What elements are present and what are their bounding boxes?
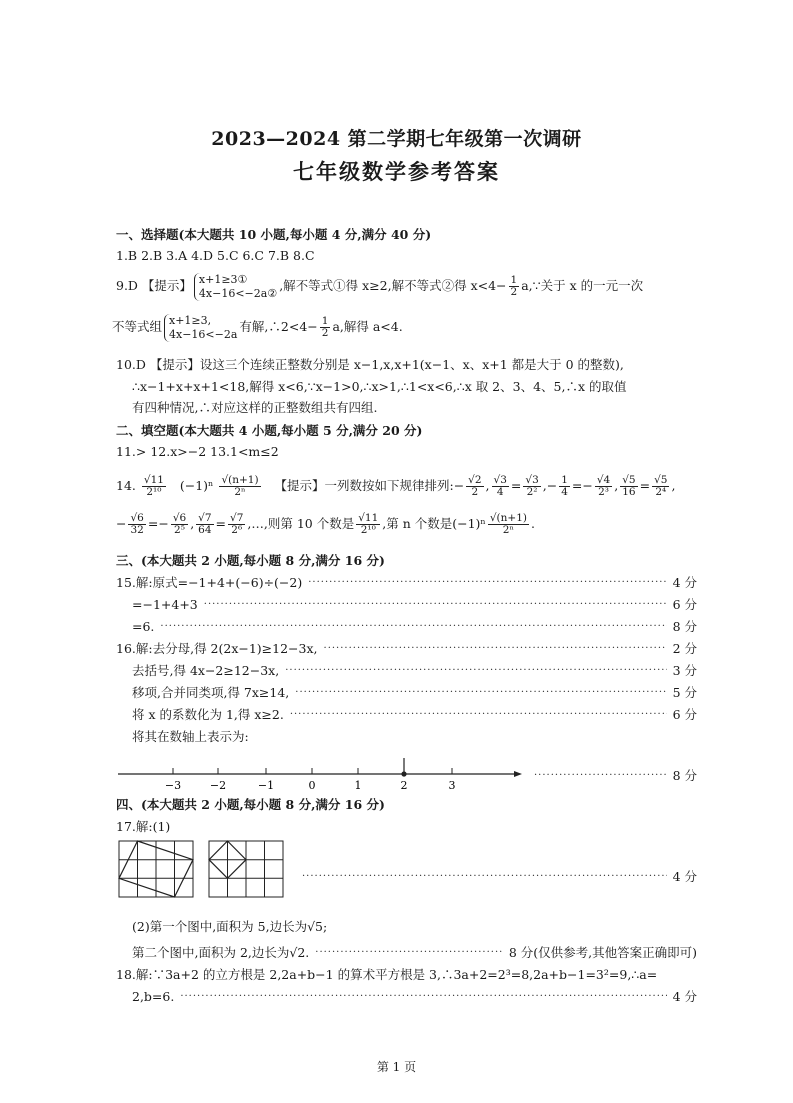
section2-header: 二、填空题(本大题共 4 小题,每小题 5 分,满分 20 分) (116, 423, 423, 438)
tick-label: −3 (164, 779, 182, 792)
q16-row4: 将 x 的系数化为 1,得 x≥2. ····· 6 分 (132, 706, 697, 724)
section2-answers: 11.> 12.x>−2 13.1<m≤2 (116, 444, 279, 459)
solid-point-icon (401, 771, 406, 776)
q15-row1: 15.解:原式=−1+4+(−6)÷(−2) ····· 4 分 (116, 574, 697, 592)
q10-line3: 有四种情况,∴对应这样的正整数组共有四组. (132, 400, 378, 415)
fraction-half: $\frac{1}{2}$ (321, 315, 329, 339)
q16-row2: 去括号,得 4x−2≥12−3x, ····· 3 分 (132, 662, 697, 680)
q10-line2: ∴x−1+x+x+1<18,解得 x<6,∵x−1>0,∴x>1,∴1<x<6,∴x 取 2、3、4、5,∴x 的取值 (132, 379, 627, 394)
q16-row5: 将其在数轴上表示为: (132, 729, 249, 744)
section4-header: 四、(本大题共 2 小题,每小题 8 分,满分 16 分) (116, 797, 385, 812)
number-line (118, 758, 528, 794)
grid-figure-2 (208, 840, 284, 898)
arrow-right-icon (514, 771, 522, 777)
solution-ray (404, 758, 512, 774)
page-title: 2023—2024 第二学期七年级第一次调研 (211, 128, 582, 150)
q9-line1: 9.D 【提示】 x+1≥3① 4x−16<−2a② ,解不等式①得 x≥2,解不等式②得 x<4− $\frac{1}{2}$ a,∵关于 x 的一元一次 (116, 272, 644, 300)
tick-label: 2 (400, 779, 408, 792)
page-subtitle: 七年级数学参考答案 (293, 159, 500, 184)
q15-row3: =6. ····· 8 分 (132, 618, 697, 636)
tick-label: 0 (308, 779, 316, 792)
q16-row6: ····· 8 分 (528, 767, 697, 785)
page-number: 第 1 页 (376, 1060, 417, 1074)
tick-label: −2 (209, 779, 227, 792)
q17-label: 17.解:(1) (116, 819, 171, 834)
tick-label: 3 (448, 779, 456, 792)
q18-row1: 18.解:∵3a+2 的立方根是 2,2a+b−1 的算术平方根是 3,∴3a+2=2³=8,2a+b−1=3²=9,∴a= (116, 967, 658, 982)
q9-line2: 不等式组 x+1≥3, 4x−16<−2a 有解,∴2<4− $\frac{1}{2}$ a,解得 a<4. (112, 313, 403, 341)
q10-line1: 10.D 【提示】设这三个连续正整数分别是 x−1,x,x+1(x−1、x、x+1 都是大于 0 的整数), (116, 357, 624, 372)
q18-row2: 2,b=6. ····· 4 分 (132, 988, 697, 1006)
section3-header: 三、(本大题共 2 小题,每小题 8 分,满分 16 分) (116, 553, 385, 568)
q16-row3: 移项,合并同类项,得 7x≥14, ····· 5 分 (132, 684, 697, 702)
q9-system-brace-2: x+1≥3, 4x−16<−2a (164, 314, 237, 342)
section1-answers: 1.B 2.B 3.A 4.D 5.C 6.C 7.B 8.C (116, 248, 315, 263)
tick-label: 1 (354, 779, 362, 792)
q14-line1: 14. $\frac{√11}{\text{2¹⁰}}$ (−1)ⁿ $\frac{√(n+1)}{\text{2ⁿ}}$ 【提示】一列数按如下规律排列:− $\frac{√2}{2}$ , $\frac{√3}{4}$ = $\frac{√3}{\text{2²}}$ ,− $\frac{1}{4}$ =− $\frac{√4}{\text{2³}}$ , $\frac{√5}{16}$ = $\frac{√5}{\text{2⁴}}$ , (116, 474, 676, 498)
section1-header: 一、选择题(本大题共 10 小题,每小题 4 分,满分 40 分) (116, 227, 432, 242)
q17-row1-score: ····· 4 分 (296, 868, 697, 886)
q17-row3: 第二个图中,面积为 2,边长为√2. ····· 8 分(仅供参考,其他答案正确即可) (132, 944, 697, 962)
q9-system-brace: x+1≥3① 4x−16<−2a② (194, 273, 277, 301)
q17-row2: (2)第一个图中,面积为 5,边长为√5; (132, 919, 328, 934)
tick-label: −1 (257, 779, 275, 792)
grid-figure-1 (118, 840, 194, 898)
q15-row2: =−1+4+3 ····· 6 分 (132, 596, 697, 614)
q16-row1: 16.解:去分母,得 2(2x−1)≥12−3x, ····· 2 分 (116, 640, 697, 658)
q14-line2: − $\frac{√6}{32}$ =− $\frac{√6}{\text{2⁵}}$ , $\frac{√7}{64}$ = $\frac{√7}{\text{2⁶}}$ ,…,则第 10 个数是 $\frac{√11}{\text{2¹⁰}}$ ,第 n 个数是(−1)ⁿ $\frac{√(n+1)}{\text{2ⁿ}}$ . (116, 512, 535, 536)
fraction-half: $\frac{1}{2}$ (510, 274, 518, 298)
